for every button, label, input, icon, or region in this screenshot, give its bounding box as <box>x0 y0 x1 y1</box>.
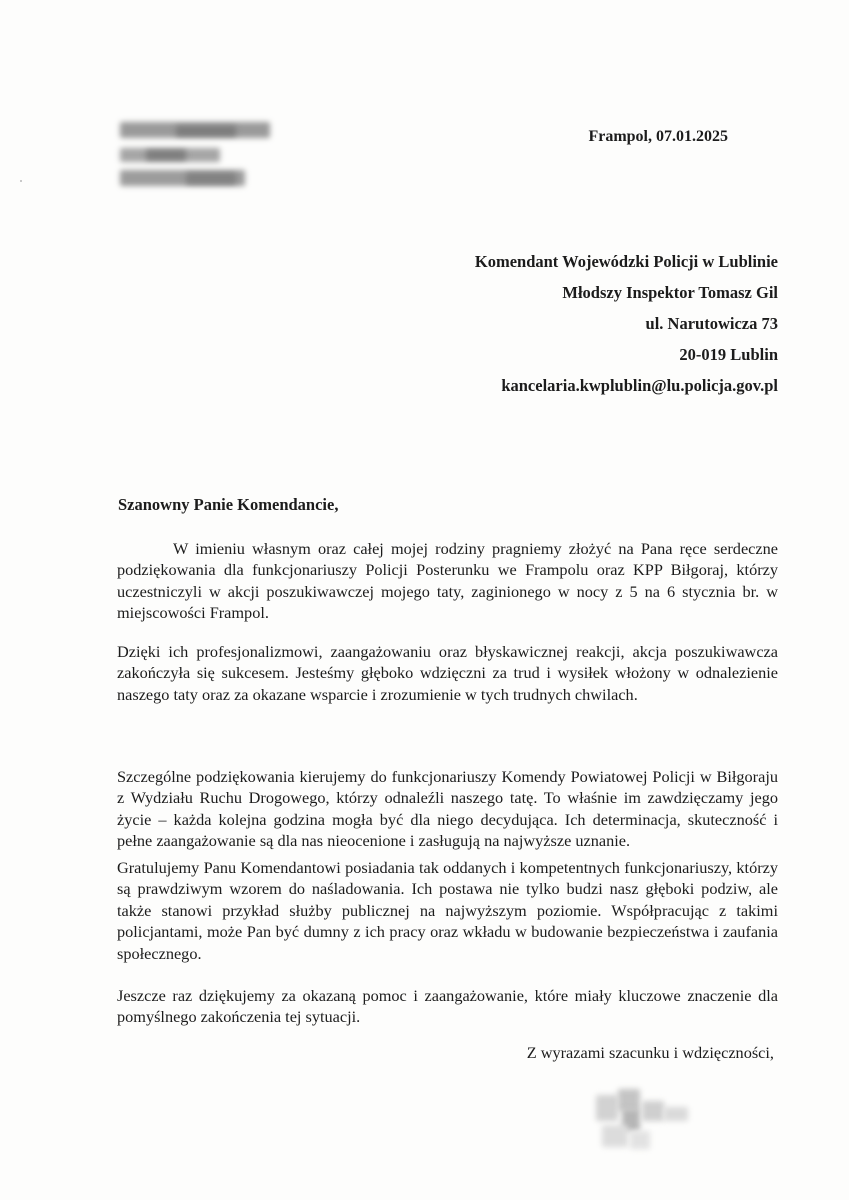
redaction-pixel <box>618 1089 640 1111</box>
redaction-pixel <box>664 1107 688 1121</box>
letter-paragraph: Dzięki ich profesjonalizmowi, zaangażowaniu oraz błyskawicznej reakcji, akcja poszukiwawcza zakończyła się sukcesem. Jesteśmy głęboko wdzięczni za trud i wysiłek włożony w odnalezienie naszego taty oraz za okazane wsparcie i zrozumienie w tych trudnych chwilach. <box>117 642 778 704</box>
redaction-pixel <box>146 150 186 160</box>
salutation: Szanowny Panie Komendancie, <box>118 495 339 514</box>
redacted-signature <box>588 1085 698 1155</box>
recipient-street: ul. Narutowicza 73 <box>645 314 778 333</box>
letter-paragraph: Jeszcze raz dziękujemy za okazaną pomoc i zaangażowanie, które miały kluczowe znaczenie dla pomyślnego zakończenia tej sytuacji. <box>117 986 778 1027</box>
recipient-email: kancelaria.kwplublin@lu.policja.gov.pl <box>501 376 778 395</box>
redaction-pixel <box>602 1125 628 1147</box>
closing-phrase: Z wyrazami szacunku i wdzięczności, <box>526 1043 774 1062</box>
recipient-name: Młodszy Inspektor Tomasz Gil <box>562 283 778 302</box>
letter-paragraph: W imieniu własnym oraz całej mojej rodziny pragniemy złożyć na Pana ręce serdeczne podziękowania dla funkcjonariuszy Policji Posterunku we Frampolu oraz KPP Biłgoraj, którzy uczestniczyli w akcji poszukiwawczej mojego taty, zaginionego w nocy z 5 na 6 stycznia br. w miejscowości Frampol. <box>117 539 778 623</box>
place-and-date: Frampol, 07.01.2025 <box>588 128 728 145</box>
scan-artifact <box>20 180 22 182</box>
recipient-address-block <box>475 246 778 401</box>
redaction-pixel <box>176 126 236 136</box>
redaction-pixel <box>642 1101 664 1121</box>
redaction-pixel <box>630 1131 650 1149</box>
letter-paragraph: Gratulujemy Panu Komendantowi posiadania tak oddanych i kompetentnych funkcjonariuszy, którzy są prawdziwym wzorem do naśladowania. Ich postawa nie tylko budzi nasz głęboki podziw, ale także stanowi przykład służby publicznej na najwyższym poziomie. Współpracując z takimi policjantami, może Pan być dumny z ich pracy oraz wkładu w budowanie bezpieczeństwa i zaufania społecznego. <box>117 858 778 963</box>
recipient-city: 20-019 Lublin <box>679 345 778 364</box>
redacted-sender-address <box>116 120 276 190</box>
redaction-pixel <box>596 1095 618 1121</box>
letter-paragraph: Szczególne podziękowania kierujemy do funkcjonariuszy Komendy Powiatowej Policji w Biłgoraju z Wydziału Ruchu Drogowego, którzy odnaleźli naszego tatę. To właśnie im zawdzięczamy jego życie – każda kolejna godzina mogła być dla niego decydująca. Ich determinacja, skuteczność i pełne zaangażowanie są dla nas nieocenione i zasługują na najwyższe uznanie. <box>117 767 778 851</box>
recipient-title: Komendant Wojewódzki Policji w Lublinie <box>474 252 778 271</box>
redaction-pixel <box>186 173 236 184</box>
